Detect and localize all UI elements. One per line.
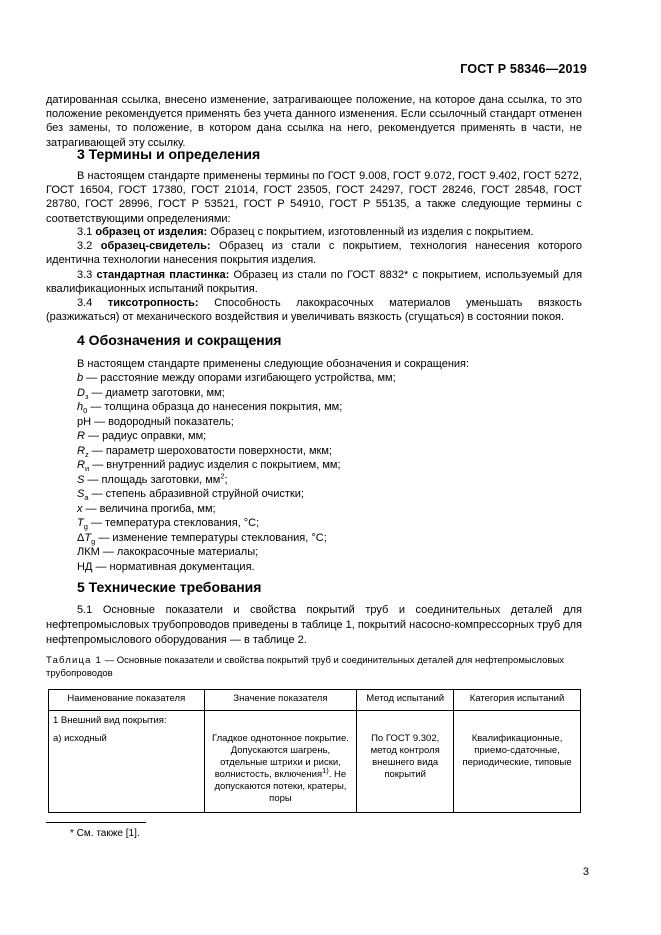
symbol-item — [77, 487, 396, 502]
symbol-item — [77, 458, 396, 473]
symbol-pre: Δ — [77, 531, 85, 544]
section-4-title: 4 Обозначения и сокращения — [77, 332, 282, 348]
document-header: ГОСТ Р 58346—2019 — [460, 62, 587, 76]
symbols-list — [77, 371, 396, 574]
cell-value — [204, 711, 357, 813]
term-number: 3.3 — [77, 268, 93, 281]
table-1-caption — [46, 655, 582, 680]
page-number: 3 — [582, 866, 589, 878]
symbol-pre: НД — [77, 560, 93, 573]
symbol-sym: h — [77, 401, 84, 413]
symbol-item — [77, 516, 396, 531]
symbol-item — [77, 386, 396, 401]
symbol-item — [77, 400, 396, 415]
symbol-item — [77, 470, 396, 488]
symbol-sub: z — [84, 449, 89, 459]
symbol-tail: ; — [224, 473, 228, 486]
symbol-rest: — толщина образца до нанесения покрытия, мм; — [87, 401, 343, 413]
term-name: образец-свидетель: — [100, 240, 211, 253]
symbol-rest: — лакокрасочные материалы; — [99, 546, 259, 558]
symbol-sym: S — [77, 488, 85, 500]
symbol-sub: g — [91, 536, 96, 546]
symbol-rest: — нормативная документация. — [92, 560, 255, 573]
table-row — [49, 711, 581, 813]
section-3-title: 3 Термины и определения — [77, 146, 261, 162]
term-definition — [46, 225, 582, 239]
symbol-rest: — диаметр заготовки, мм; — [88, 386, 225, 399]
symbol-rest: — изменение температуры стеклования, °С; — [95, 531, 327, 544]
term-number: 3.2 — [77, 240, 93, 253]
symbol-sym: D — [77, 386, 85, 399]
symbol-sym: b — [77, 372, 84, 384]
cell-method: По ГОСТ 9.302, метод контроля внешнего вида покрытий — [357, 711, 454, 813]
symbol-rest: — температура стеклования, °С; — [87, 517, 260, 529]
term-name: тиксотропность: — [107, 297, 199, 310]
symbol-sub: з — [84, 391, 89, 401]
row-name: а) исходный — [53, 733, 107, 744]
section-3-intro: В настоящем стандарте применены термины по ГОСТ 9.008, ГОСТ 9.072, ГОСТ 9.402, ГОСТ 5272, ГОСТ 16504, ГОСТ 17380, ГОСТ 21014, ГОСТ 23505, ГОСТ 24297, ГОСТ 28246, ГОСТ 28548, ГОСТ 28780, ГОСТ 28996, ГОСТ Р 53521, ГОСТ Р 54910, ГОСТ Р 55135, а также следующие термины с соответствующими определениями: — [46, 170, 582, 225]
term-name: стандартная пластинка: — [96, 268, 230, 281]
symbol-item — [77, 545, 396, 560]
section-5-1-paragraph: 5.1 Основные показатели и свойства покрытий труб и соединительных деталей для нефтепромысловых трубопроводов приведены в таблице 1, покрытий насосно-компрессорных труб для нефтепромыслового оборудования — в таблице 2. — [46, 604, 582, 646]
symbol-sym: R — [77, 459, 85, 471]
term-text: Образец из стали по ГОСТ 8832* с покрытием, используемый для квалификационных испытаний покрытия. — [46, 268, 583, 295]
term-text: Образец с покрытием, изготовленный из изделия с покрытием. — [210, 226, 534, 238]
col-header-category: Категория испытаний — [454, 690, 581, 711]
table-caption-text: — Основные показатели и свойства покрытий труб и соединительных деталей для нефтепромысловых трубопроводов — [46, 655, 564, 679]
symbol-sym: T — [77, 517, 84, 529]
symbol-pre: рН — [77, 415, 92, 428]
term-definition — [46, 268, 582, 296]
symbol-rest: — параметр шероховатости поверхности, мкм; — [88, 444, 332, 457]
symbol-sym: R — [77, 430, 85, 442]
term-number: 3.4 — [77, 297, 93, 310]
term-definition — [46, 296, 582, 324]
symbol-sub: a — [84, 493, 89, 503]
table-header-row — [49, 690, 581, 711]
value-text-b: . Не допускаются потеки, кратеры, поры — [214, 769, 347, 804]
symbol-item — [77, 429, 396, 444]
symbol-pre: ЛКМ — [77, 546, 100, 558]
symbol-item — [77, 531, 396, 546]
footnote: * См. также [1]. — [70, 828, 140, 839]
section-5-title: 5 Технические требования — [77, 579, 262, 595]
symbol-rest: — площадь заготовки, мм — [84, 473, 221, 486]
symbol-rest: — степень абразивной струйной очистки; — [88, 488, 304, 500]
symbol-rest: — внутренний радиус изделия с покрытием, мм; — [89, 459, 341, 471]
term-name: образец от изделия: — [95, 226, 208, 238]
symbol-sub: 0 — [83, 406, 88, 416]
symbol-sub: g — [83, 522, 88, 532]
symbol-item — [77, 371, 396, 386]
symbol-item — [77, 560, 396, 575]
footnote-divider — [46, 822, 146, 823]
symbol-sup: 2 — [220, 470, 225, 480]
symbol-sym: R — [77, 444, 85, 457]
cell-category: Квалификационные, приемо-сдаточные, периодические, типовые — [454, 711, 581, 813]
symbol-item — [77, 502, 396, 517]
symbol-item — [77, 444, 396, 459]
col-header-method: Метод испытаний — [357, 690, 454, 711]
cell-name — [49, 711, 205, 813]
footnote-ref: 1) — [322, 765, 329, 775]
term-definition — [46, 239, 582, 267]
symbol-sym: T — [84, 531, 92, 544]
symbol-rest: — расстояние между опорами изгибающего устройства, мм; — [83, 372, 396, 384]
section-4-intro: В настоящем стандарте применены следующие обозначения и сокращения: — [77, 358, 470, 370]
symbol-sym: x — [77, 502, 83, 515]
symbol-item — [77, 415, 396, 430]
table-1 — [48, 689, 581, 813]
intro-paragraph: датированная ссылка, внесено изменение, затрагивающее положение, на которое дана ссылка, то это положение рекомендуется применять без учета данного изменения. Если ссылочный стандарт отменен без замены, то положение, в котором дана ссылка на него, рекомендуется применять в части, не затрагивающей эту ссылку. — [46, 94, 582, 149]
symbol-rest: — радиус оправки, мм; — [84, 430, 207, 442]
col-header-name: Наименование показателя — [49, 690, 205, 711]
symbol-sym: S — [77, 473, 85, 486]
symbol-rest: — водородный показатель; — [91, 415, 234, 428]
symbol-sub: и — [84, 464, 90, 474]
terms-list — [46, 225, 582, 324]
value-text-a: Гладкое однотонное покрытие. Допускаются шагрень, отдельные штрихи и риски, волнистость, включения — [212, 733, 349, 780]
table-label: Таблица 1 — [46, 655, 102, 666]
term-text: Способность лакокрасочных материалов уменьшать вязкость (разжижаться) от механического воздействия и увеличивать вязкость (сгущаться) в состоянии покоя. — [46, 297, 583, 324]
col-header-value: Значение показателя — [204, 690, 357, 711]
row-group-label: 1 Внешний вид покрытия: — [53, 715, 167, 726]
term-number: 3.1 — [77, 226, 93, 238]
term-text: Образец из стали с покрытием, технология нанесения которого идентична технологии нанесения покрытия изделия. — [46, 240, 582, 267]
symbol-rest: — величина прогиба, мм; — [82, 502, 216, 515]
